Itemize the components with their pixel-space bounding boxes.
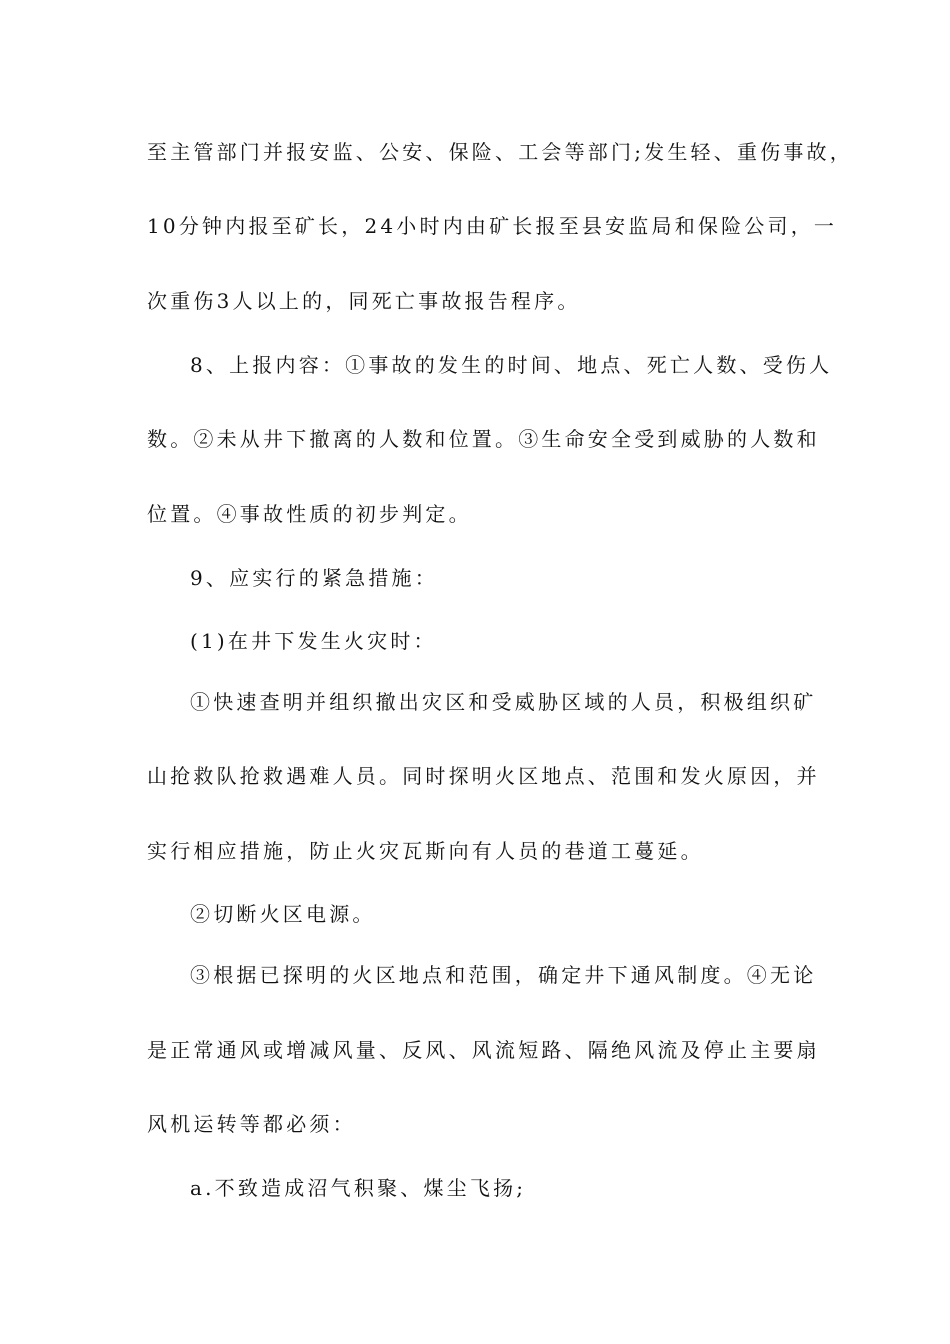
text-line: 实行相应措施，防止火灾瓦斯向有人员的巷道工蔓延。: [147, 839, 704, 863]
text-line: ②切断火区电源。: [190, 902, 376, 926]
text-line: 9、应实行的紧急措施：: [190, 566, 438, 590]
text-line: 数。②未从井下撤离的人数和位置。③生命安全受到威胁的人数和: [147, 427, 820, 451]
text-line: 至主管部门并报安监、公安、保险、工会等部门;发生轻、重伤事故，: [147, 140, 853, 164]
text-line: 8、上报内容：①事故的发生的时间、地点、死亡人数、受伤人: [190, 353, 833, 377]
text-line: ③根据已探明的火区地点和范围，确定井下通风制度。④无论: [190, 963, 817, 987]
text-line: (1)在井下发生火灾时：: [190, 629, 437, 653]
text-line: 位置。④事故性质的初步判定。: [147, 502, 472, 526]
text-line: 山抢救队抢救遇难人员。同时探明火区地点、范围和发火原因，并: [147, 764, 820, 788]
text-line: 10分钟内报至矿长，24小时内由矿长报至县安监局和保险公司，一: [147, 214, 838, 238]
text-line: 风机运转等都必须：: [147, 1112, 356, 1136]
text-line: 次重伤3人以上的，同死亡事故报告程序。: [147, 289, 581, 313]
text-line: a.不致造成沼气积聚、煤尘飞扬;: [190, 1176, 527, 1200]
text-line: 是正常通风或增减风量、反风、风流短路、隔绝风流及停止主要扇: [147, 1038, 820, 1062]
text-line: ①快速查明并组织撤出灾区和受威胁区域的人员，积极组织矿: [190, 690, 817, 714]
